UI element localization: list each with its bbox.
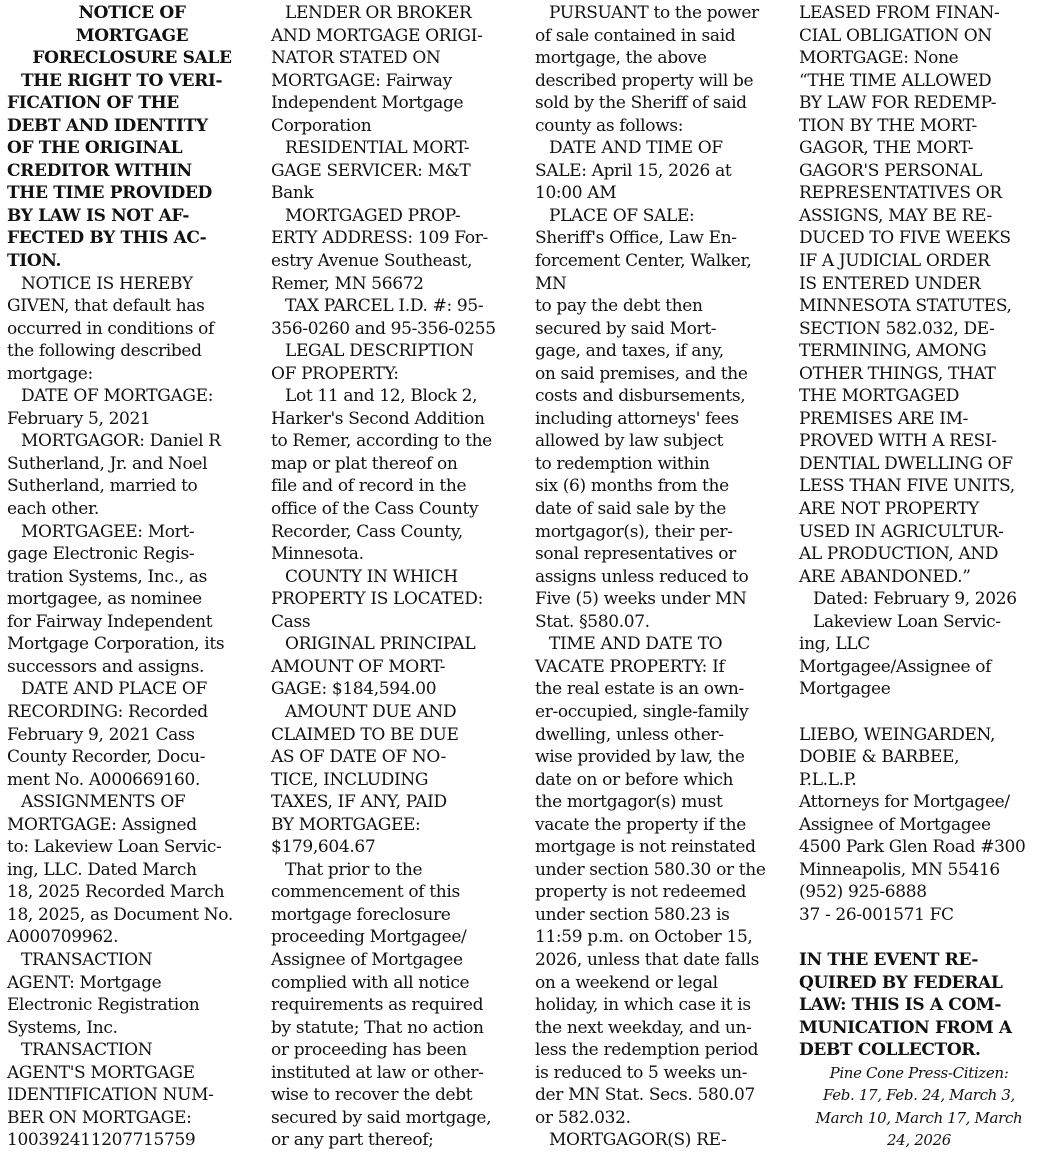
notice-text-line: mortgage, the above	[535, 48, 707, 69]
notice-text-line: SALE: April 15, 2026 at	[535, 160, 732, 181]
notice-text-line: date of said sale by the	[535, 499, 726, 520]
notice-text-line: Assignee of Mortgagee	[799, 814, 991, 835]
notice-text-line: estry Avenue Southeast,	[271, 251, 473, 272]
notice-text-line: VACATE PROPERTY: If	[535, 656, 725, 677]
notice-text-line: DATE OF MORTGAGE:	[21, 386, 214, 407]
notice-text-line: BY MORTGAGEE:	[271, 814, 421, 835]
bold-notice-line: DEBT AND IDENTITY	[7, 115, 208, 136]
notice-text-line: Attorneys for Mortgagee/	[799, 792, 1010, 813]
notice-text-line: is reduced to 5 weeks un-	[535, 1062, 748, 1083]
notice-text-line: AGENT'S MORTGAGE	[7, 1062, 195, 1083]
notice-text-line: CIAL OBLIGATION ON	[799, 25, 992, 46]
bold-notice-line: FECTED BY THIS AC-	[7, 228, 207, 249]
notice-text-line: GAGOR, THE MORT-	[799, 138, 974, 159]
notice-text-line: DOBIE & BARBEE,	[799, 747, 960, 768]
notice-text-line: ERTY ADDRESS: 109 For-	[271, 228, 488, 249]
notice-text-line: the next weekday, and un-	[535, 1017, 752, 1038]
notice-text-line: Lot 11 and 12, Block 2,	[285, 386, 478, 407]
notice-text-line: AND MORTGAGE ORIGI-	[271, 25, 483, 46]
notice-text-line: PROVED WITH A RESI-	[799, 431, 997, 452]
notice-text-line: six (6) months from the	[535, 476, 729, 497]
notice-text-line: AGENT: Mortgage	[7, 972, 162, 993]
notice-text-line: ARE ABANDONED.”	[799, 566, 971, 587]
notice-text-line: to Remer, according to the	[271, 431, 492, 452]
bold-notice-line: FICATION OF THE	[7, 93, 179, 114]
notice-text-line: Corporation	[271, 115, 372, 136]
notice-text-line: secured by said mortgage,	[271, 1107, 492, 1128]
notice-text-line: DENTIAL DWELLING OF	[799, 453, 1013, 474]
notice-text-line: DUCED TO FIVE WEEKS	[799, 228, 1011, 249]
notice-text-line: forcement Center, Walker,	[535, 251, 752, 272]
notice-text-line: February 5, 2021	[7, 408, 151, 429]
notice-text-line: on a weekend or legal	[535, 972, 718, 993]
publication-line: Feb. 17, Feb. 24, March 3,	[823, 1086, 1015, 1105]
notice-text-line: (952) 925-6888	[799, 882, 927, 903]
notice-text-line: Sheriff's Office, Law En-	[535, 228, 737, 249]
notice-text-line: to redemption within	[535, 453, 710, 474]
notice-text-line: gage, and taxes, if any,	[535, 341, 724, 362]
notice-text-line: Stat. §580.07.	[535, 611, 650, 632]
notice-text-line: holiday, in which case it is	[535, 995, 751, 1016]
notice-text-line: less the redemption period	[535, 1040, 759, 1061]
notice-text-line: MN	[535, 273, 567, 294]
notice-text-line: BER ON MORTGAGE:	[7, 1107, 192, 1128]
notice-text-line: USED IN AGRICULTUR-	[799, 521, 1004, 542]
notice-text-line: A000709962.	[7, 927, 119, 948]
notice-text-line: Assignee of Mortgagee	[271, 949, 463, 970]
notice-text-line: That prior to the	[285, 859, 423, 880]
bold-notice-line: DEBT COLLECTOR.	[799, 1040, 981, 1061]
notice-text-line: 10:00 AM	[535, 183, 617, 204]
notice-text-line: IF A JUDICIAL ORDER	[799, 251, 990, 272]
notice-text-line: RECORDING: Recorded	[7, 701, 208, 722]
notice-text-line: TAXES, IF ANY, PAID	[271, 792, 447, 813]
notice-text-line: TERMINING, AMONG	[799, 341, 987, 362]
notice-text-line: proceeding Mortgagee/	[271, 927, 467, 948]
notice-text-line: 100392411207715759	[7, 1130, 196, 1151]
notice-text-line: ASSIGNS, MAY BE RE-	[799, 205, 992, 226]
notice-text-line: 356-0260 and 95-356-0255	[271, 318, 496, 339]
notice-text-line: LESS THAN FIVE UNITS,	[799, 476, 1015, 497]
notice-text-line: 2026, unless that date falls	[535, 949, 760, 970]
notice-text-line: allowed by law subject	[535, 431, 724, 452]
notice-text-line: county as follows:	[535, 115, 684, 136]
notice-text-line: MORTGAGEE: Mort-	[21, 521, 195, 542]
notice-text-line: Electronic Registration	[7, 995, 200, 1016]
notice-text-line: Mortgage Corporation, its	[7, 634, 225, 655]
notice-text-line: BY LAW FOR REDEMP-	[799, 93, 997, 114]
notice-text-line: TICE, INCLUDING	[271, 769, 429, 790]
notice-text-line: THE MORTGAGED	[799, 386, 960, 407]
notice-text-line: AS OF DATE OF NO-	[271, 747, 446, 768]
notice-text-line: vacate the property if the	[535, 814, 746, 835]
notice-text-line: costs and disbursements,	[535, 386, 746, 407]
notice-text-line: requirements as required	[271, 995, 484, 1016]
notice-text-line: ORIGINAL PRINCIPAL	[285, 634, 476, 655]
notice-text-line: including attorneys' fees	[535, 408, 739, 429]
notice-text-line: REPRESENTATIVES OR	[799, 183, 1002, 204]
notice-text-line: LENDER OR BROKER	[285, 3, 472, 23]
notice-text-line: PREMISES ARE IM-	[799, 408, 969, 429]
bold-notice-line: TION.	[7, 251, 62, 272]
publication-line: 24, 2026	[887, 1131, 951, 1150]
notice-text-line: GAGE SERVICER: M&T	[271, 160, 471, 181]
paragraph-gap	[799, 701, 1039, 724]
notice-text-line: DATE AND PLACE OF	[21, 679, 207, 700]
notice-text-line: Harker's Second Addition	[271, 408, 485, 429]
notice-text-line: PURSUANT to the power	[549, 3, 759, 23]
bold-notice-line: CREDITOR WITHIN	[7, 160, 192, 181]
notice-text-line: COUNTY IN WHICH	[285, 566, 458, 587]
notice-text-line: SECTION 582.032, DE-	[799, 318, 995, 339]
notice-text-line: instituted at law or other-	[271, 1062, 484, 1083]
notice-text-line: Sutherland, married to	[7, 476, 198, 497]
notice-text-line: file and of record in the	[271, 476, 467, 497]
notice-text-line: ARE NOT PROPERTY	[799, 499, 979, 520]
notice-text-line: map or plat thereof on	[271, 453, 458, 474]
notice-text-line: MORTGAGE: None	[799, 48, 959, 69]
notice-text-line: Minneapolis, MN 55416	[799, 859, 1000, 880]
notice-text-line: ing, LLC. Dated March	[7, 859, 197, 880]
notice-text-line: 4500 Park Glen Road #300	[799, 837, 1026, 858]
notice-text-line: MORTGAGE: Fairway	[271, 70, 452, 91]
notice-text-line: AMOUNT OF MORT-	[271, 656, 446, 677]
notice-text-line: mortgage is not reinstated	[535, 837, 756, 858]
notice-text-line: gage Electronic Regis-	[7, 544, 195, 565]
bold-notice-line: OF THE ORIGINAL	[7, 138, 183, 159]
notice-text-line: LEGAL DESCRIPTION	[285, 341, 474, 362]
paragraph-gap	[799, 926, 1039, 949]
notice-text-line: Minnesota.	[271, 544, 364, 565]
notice-text-line: ing, LLC	[799, 634, 870, 655]
notice-text-line: Mortgagee	[799, 679, 891, 700]
notice-text-line: for Fairway Independent	[7, 611, 213, 632]
notice-text-line: $179,604.67	[271, 837, 376, 858]
notice-text-line: Independent Mortgage	[271, 93, 464, 114]
notice-text-line: 11:59 p.m. on October 15,	[535, 927, 753, 948]
notice-text-line: dwelling, unless other-	[535, 724, 724, 745]
notice-text-line: MORTGAGED PROP-	[285, 205, 461, 226]
notice-text-line: RESIDENTIAL MORT-	[285, 138, 470, 159]
notice-column-4	[799, 2, 1039, 1152]
bold-notice-line: MUNICATION FROM A	[799, 1017, 1012, 1038]
notice-text-line: Cass	[271, 611, 311, 632]
publication-line: Pine Cone Press-Citizen:	[829, 1063, 1009, 1082]
notice-text-line: TAX PARCEL I.D. #: 95-	[285, 296, 484, 317]
bold-notice-line: THE RIGHT TO VERI-	[21, 70, 223, 91]
notice-text-line: wise provided by law, the	[535, 747, 745, 768]
notice-text-line: mortgage foreclosure	[271, 904, 451, 925]
notice-text-line: MINNESOTA STATUTES,	[799, 296, 1012, 317]
notice-text-line: 37 - 26-001571 FC	[799, 904, 954, 925]
notice-text-line: TRANSACTION	[21, 949, 153, 970]
notice-text-line: NATOR STATED ON	[271, 48, 441, 69]
notice-text-line: Mortgagee/Assignee of	[799, 656, 992, 677]
notice-text-line: assigns unless reduced to	[535, 566, 749, 587]
notice-text-line: or 582.032.	[535, 1107, 631, 1128]
notice-text-line: of sale contained in said	[535, 25, 736, 46]
notice-text-line: AMOUNT DUE AND	[285, 701, 457, 722]
notice-text-line: County Recorder, Docu-	[7, 747, 206, 768]
notice-text-line: P.L.L.P.	[799, 769, 857, 790]
notice-text-line: ASSIGNMENTS OF	[21, 792, 186, 813]
notice-text-line: MORTGAGOR: Daniel R	[21, 431, 221, 452]
bold-notice-line: QUIRED BY FEDERAL	[799, 972, 1003, 993]
notice-text-line: TRANSACTION	[21, 1040, 153, 1061]
notice-text-line: February 9, 2021 Cass	[7, 724, 195, 745]
notice-text-line: TION BY THE MORT-	[799, 115, 977, 136]
notice-text-line: by statute; That no action	[271, 1017, 484, 1038]
notice-text-line: MORTGAGE: Assigned	[7, 814, 197, 835]
notice-text-line: 18, 2025 Recorded March	[7, 882, 225, 903]
notice-text-line: GAGE: $184,594.00	[271, 679, 437, 700]
notice-text-line: or proceeding has been	[271, 1040, 467, 1061]
notice-column-1	[7, 2, 257, 1152]
notice-text-line: PROPERTY IS LOCATED:	[271, 589, 483, 610]
notice-text-line: described property will be	[535, 70, 754, 91]
notice-column-3	[535, 2, 785, 1152]
bold-notice-line: IN THE EVENT RE-	[799, 949, 979, 970]
notice-text-line: TIME AND DATE TO	[549, 634, 723, 655]
notice-text-line: Bank	[271, 183, 314, 204]
notice-text-line: wise to recover the debt	[271, 1085, 473, 1106]
notice-text-line: each other.	[7, 499, 99, 520]
notice-column-2	[271, 2, 521, 1152]
notice-text-line: the following described	[7, 341, 202, 362]
notice-text-line: Sutherland, Jr. and Noel	[7, 453, 208, 474]
bold-notice-line: MORTGAGE	[75, 25, 189, 46]
notice-text-line: the real estate is an own-	[535, 679, 744, 700]
notice-text-line: “THE TIME ALLOWED	[799, 70, 992, 91]
notice-text-line: sonal representatives or	[535, 544, 736, 565]
notice-text-line: LEASED FROM FINAN-	[799, 3, 1000, 23]
notice-text-line: commencement of this	[271, 882, 460, 903]
notice-text-line: sold by the Sheriff of said	[535, 93, 747, 114]
notice-text-line: Lakeview Loan Servic-	[813, 611, 1001, 632]
notice-text-line: under section 580.23 is	[535, 904, 730, 925]
notice-text-line: MORTGAGOR(S) RE-	[549, 1130, 727, 1151]
notice-text-line: Dated: February 9, 2026	[813, 589, 1017, 610]
notice-text-line: mortgagee, as nominee	[7, 589, 202, 610]
notice-text-line: office of the Cass County	[271, 499, 479, 520]
notice-text-line: Systems, Inc.	[7, 1017, 118, 1038]
bold-notice-line: BY LAW IS NOT AF-	[7, 205, 190, 226]
notice-text-line: IDENTIFICATION NUM-	[7, 1085, 214, 1106]
notice-text-line: secured by said Mort-	[535, 318, 717, 339]
notice-text-line: OTHER THINGS, THAT	[799, 363, 996, 384]
notice-text-line: on said premises, and the	[535, 363, 748, 384]
notice-text-line: ment No. A000669160.	[7, 769, 201, 790]
notice-text-line: under section 580.30 or the	[535, 859, 766, 880]
notice-text-line: to: Lakeview Loan Servic-	[7, 837, 222, 858]
bold-notice-line: LAW: THIS IS A COM-	[799, 995, 1002, 1016]
notice-text-line: 18, 2025, as Document No.	[7, 904, 233, 925]
notice-text-line: er-occupied, single-family	[535, 701, 749, 722]
notice-text-line: mortgage:	[7, 363, 93, 384]
notice-text-line: GAGOR'S PERSONAL	[799, 160, 982, 181]
notice-text-line: NOTICE IS HEREBY	[21, 273, 193, 294]
notice-text-line: CLAIMED TO BE DUE	[271, 724, 459, 745]
notice-text-line: Recorder, Cass County,	[271, 521, 463, 542]
bold-notice-line: THE TIME PROVIDED	[7, 183, 212, 204]
notice-text-line: PLACE OF SALE:	[549, 205, 695, 226]
notice-text-line: date on or before which	[535, 769, 734, 790]
notice-text-line: GIVEN, that default has	[7, 296, 205, 317]
notice-text-line: successors and assigns.	[7, 656, 205, 677]
notice-text-line: LIEBO, WEINGARDEN,	[799, 724, 996, 745]
bold-notice-line: FORECLOSURE SALE	[32, 48, 232, 69]
notice-text-line: complied with all notice	[271, 972, 470, 993]
notice-text-line: the mortgagor(s) must	[535, 792, 723, 813]
notice-text-line: der MN Stat. Secs. 580.07	[535, 1085, 755, 1106]
notice-text-line: mortgagor(s), their per-	[535, 521, 733, 542]
notice-text-line: Five (5) weeks under MN	[535, 589, 747, 610]
notice-text-line: tration Systems, Inc., as	[7, 566, 207, 587]
notice-text-line: occurred in conditions of	[7, 318, 214, 339]
notice-text-line: Remer, MN 56672	[271, 273, 424, 294]
notice-text-line: or any part thereof;	[271, 1130, 434, 1151]
notice-text-line: OF PROPERTY:	[271, 363, 399, 384]
notice-text-line: property is not redeemed	[535, 882, 746, 903]
notice-text-line: IS ENTERED UNDER	[799, 273, 981, 294]
bold-notice-line: NOTICE OF	[78, 3, 186, 23]
notice-text-line: AL PRODUCTION, AND	[799, 544, 999, 565]
publication-line: March 10, March 17, March	[815, 1108, 1023, 1127]
notice-text-line: to pay the debt then	[535, 296, 703, 317]
notice-text-line: DATE AND TIME OF	[549, 138, 723, 159]
